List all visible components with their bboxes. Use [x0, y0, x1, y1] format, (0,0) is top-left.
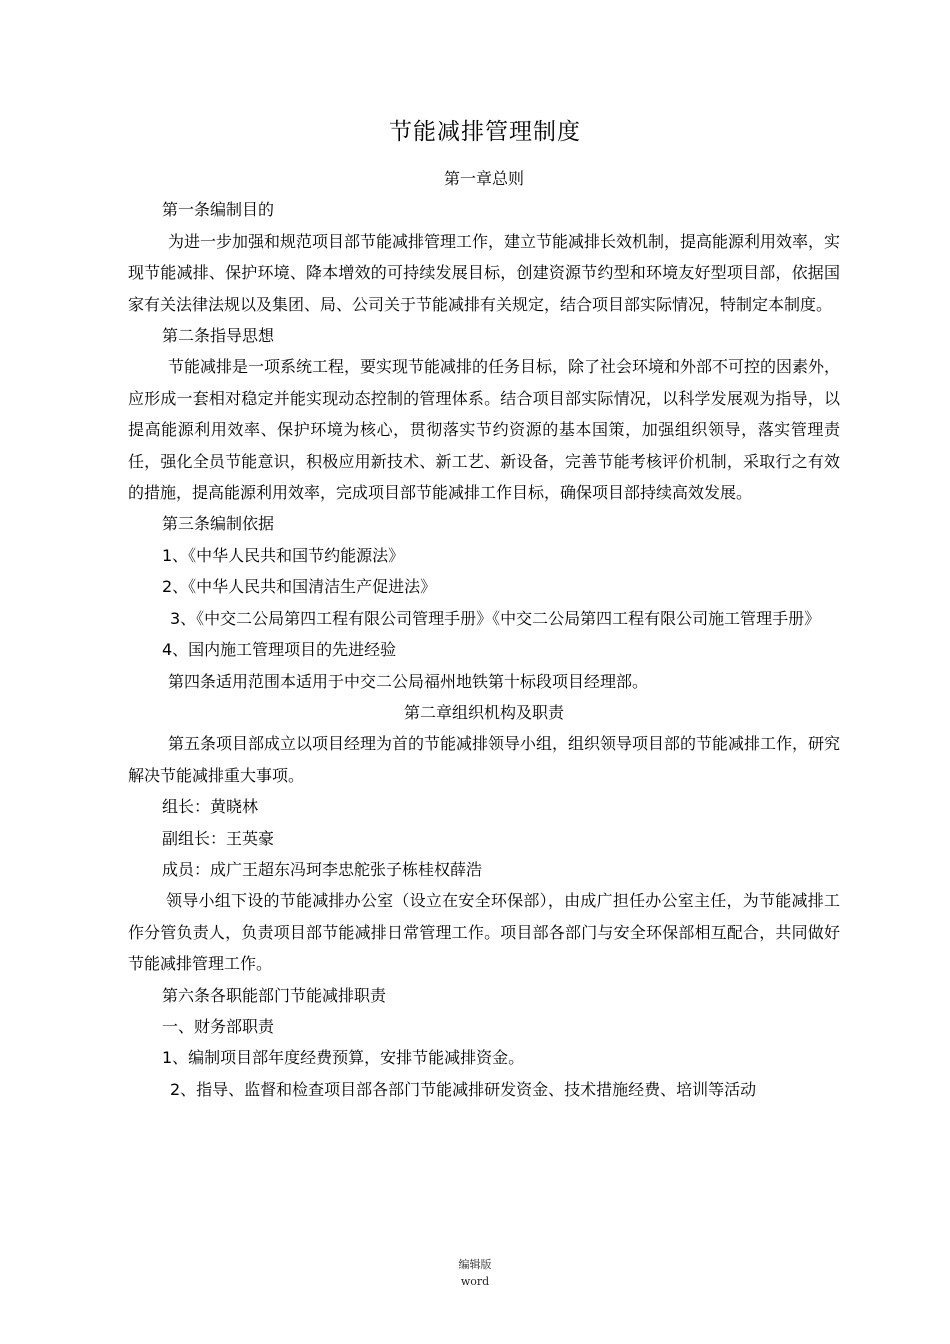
article-6-heading: 第六条各职能部门节能减排职责: [162, 985, 387, 1005]
basis-item-4: 4、国内施工管理项目的先进经验: [162, 640, 397, 660]
basis-item-1: 1、《中华人民共和国节约能源法》: [162, 545, 405, 565]
chapter-1-heading: 第一章总则: [443, 169, 524, 188]
footer-edit-label: 编辑版: [458, 1258, 492, 1271]
finance-duty-1: 1、编制项目部年度经费预算，安排节能减排资金。: [162, 1048, 525, 1068]
footer-word-label: word: [460, 1275, 490, 1288]
finance-dept-heading: 一、财务部职责: [162, 1016, 275, 1036]
article-4: 第四条适用范围本适用于中交二公局福州地铁第十标段项目经理部。: [168, 671, 649, 691]
group-members: 成员：成广王超东冯珂李忠舵张子栋桂权薛浩: [162, 859, 483, 879]
document-title: 节能减排管理制度: [389, 119, 581, 145]
finance-duty-2: 2、指导、监督和检查项目部各部门节能减排研发资金、技术措施经费、培训等活动: [170, 1079, 757, 1099]
document-body: [128, 163, 840, 1105]
article-1-heading: 第一条编制目的: [162, 200, 275, 220]
basis-item-3: 3、《中交二公局第四工程有限公司管理手册》《中交二公局第四工程有限公司施工管理手册》: [170, 608, 821, 628]
basis-item-2: 2、《中华人民共和国清洁生产促进法》: [162, 577, 437, 597]
article-1-body: 为进一步加强和规范项目部节能减排管理工作，建立节能减排长效机制，提高能源利用效率，实现节能减排、保护环境、降本增效的可持续发展目标，创建资源节约型和环境友好型项目部，依据国家有关法律法规以及集团、局、公司关于节能减排有关规定，结合项目部实际情况，特制定本制度。: [128, 231, 841, 314]
office-description: 领导小组下设的节能减排办公室（设立在安全环保部），由成广担任办公室主任，为节能减排工作分管负责人，负责项目部节能减排日常管理工作。项目部各部门与安全环保部相互配合，共同做好节能减排管理工作。: [128, 891, 840, 974]
deputy-leader: 副组长：王英豪: [162, 828, 275, 848]
article-2-body: 节能减排是一项系统工程，要实现节能减排的任务目标，除了社会环境和外部不可控的因素外，应形成一套相对稳定并能实现动态控制的管理体系。结合项目部实际情况，以科学发展观为指导，以提高能源利用效率、保护环境为核心，贯彻落实节约资源的基本国策，加强组织领导，落实管理责任，强化全员节能意识，积极应用新技术、新工艺、新设备，完善节能考核评价机制，采取行之有效的措施，提高能源利用效率，完成项目部节能减排工作目标，确保项目部持续高效发展。: [128, 357, 841, 503]
article-3-heading: 第三条编制依据: [162, 514, 275, 534]
article-2-heading: 第二条指导思想: [162, 326, 275, 346]
chapter-2-heading: 第二章组织机构及职责: [403, 702, 564, 722]
article-5: 第五条项目部成立以项目经理为首的节能减排领导小组，组织领导项目部的节能减排工作，研究解决节能减排重大事项。: [128, 734, 841, 785]
group-leader: 组长：黄晓林: [162, 797, 259, 817]
